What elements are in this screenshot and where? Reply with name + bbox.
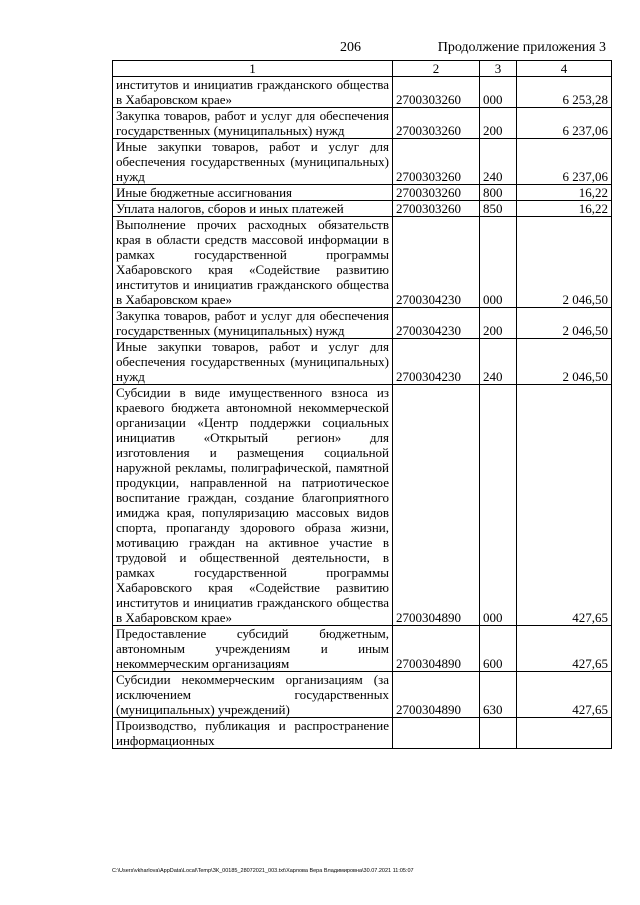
- row-amount: 427,65: [517, 385, 612, 626]
- row-amount: 6 253,28: [517, 77, 612, 108]
- row-target-code: 2700303260: [393, 139, 480, 185]
- row-expense-type: 630: [480, 672, 517, 718]
- row-amount: 2 046,50: [517, 217, 612, 308]
- row-target-code: 2700303260: [393, 108, 480, 139]
- row-target-code: 2700304890: [393, 626, 480, 672]
- row-description: Субсидии в виде имущественного взноса из краевого бюджета автономной некоммерческой организации «Центр поддержки социальных инициатив «Открытый регион» для изготовления и размещения социальной наружной рекламы, полиграфической, памятной продукции, направленной на патриотическое воспитание граждан, создание благоприятного имиджа края, популяризацию массовых видов спорта, пропаганду здорового образа жизни, мотивацию граждан на активное участие в трудовой и общественной деятельности, в рамках государственной программы Хабаровского края «Содействие развитию институтов и инициатив гражданского общества в Хабаровском крае»: [113, 385, 393, 626]
- row-amount: 427,65: [517, 672, 612, 718]
- table-row: [113, 77, 612, 108]
- row-description: Субсидии некоммерческим организациям (за исключением государственных (муниципальных) учреждений): [113, 672, 393, 718]
- row-description: Иные бюджетные ассигнования: [113, 185, 393, 201]
- table-row: [113, 308, 612, 339]
- column-header-3: 3: [480, 61, 517, 77]
- row-expense-type: 200: [480, 108, 517, 139]
- table-row: [113, 139, 612, 185]
- row-target-code: 2700304890: [393, 385, 480, 626]
- row-amount: 6 237,06: [517, 139, 612, 185]
- row-expense-type: 000: [480, 77, 517, 108]
- table-row: [113, 385, 612, 626]
- row-expense-type: 240: [480, 339, 517, 385]
- row-target-code: 2700304230: [393, 308, 480, 339]
- row-target-code: 2700303260: [393, 77, 480, 108]
- column-header-4: 4: [517, 61, 612, 77]
- table-row: [113, 217, 612, 308]
- table-row: [113, 185, 612, 201]
- table-row: [113, 108, 612, 139]
- row-amount: 16,22: [517, 201, 612, 217]
- continuation-label: Продолжение приложения 3: [437, 40, 606, 55]
- row-target-code: [393, 718, 480, 749]
- row-expense-type: 200: [480, 308, 517, 339]
- row-expense-type: [480, 718, 517, 749]
- row-target-code: 2700304890: [393, 672, 480, 718]
- row-expense-type: 000: [480, 385, 517, 626]
- row-description: Предоставление субсидий бюджетным, автономным учреждениям и иным некоммерческим организациям: [113, 626, 393, 672]
- row-description: Иные закупки товаров, работ и услуг для обеспечения государственных (муниципальных) нужд: [113, 139, 393, 185]
- row-description: Уплата налогов, сборов и иных платежей: [113, 201, 393, 217]
- row-expense-type: 600: [480, 626, 517, 672]
- row-amount: 16,22: [517, 185, 612, 201]
- table-row: [113, 626, 612, 672]
- row-expense-type: 000: [480, 217, 517, 308]
- row-target-code: 2700304230: [393, 217, 480, 308]
- row-description: Закупка товаров, работ и услуг для обеспечения государственных (муниципальных) нужд: [113, 108, 393, 139]
- table-header-row: [113, 61, 612, 77]
- page-number: 206: [340, 40, 361, 55]
- row-expense-type: 240: [480, 139, 517, 185]
- column-header-2: 2: [393, 61, 480, 77]
- budget-table: [112, 60, 612, 749]
- row-expense-type: 800: [480, 185, 517, 201]
- row-target-code: 2700304230: [393, 339, 480, 385]
- table-row: [113, 339, 612, 385]
- row-target-code: 2700303260: [393, 201, 480, 217]
- row-amount: [517, 718, 612, 749]
- row-description: Производство, публикация и распространение информационных: [113, 718, 393, 749]
- row-amount: 427,65: [517, 626, 612, 672]
- row-amount: 2 046,50: [517, 339, 612, 385]
- row-description: Закупка товаров, работ и услуг для обеспечения государственных (муниципальных) нужд: [113, 308, 393, 339]
- row-amount: 6 237,06: [517, 108, 612, 139]
- file-path-footer: C:\Users\vkharlova\AppData\Local\Temp\ЗК_00185_28072021_003.txt\Харлова Вера Владимировна\30.07.2021 11:05:07: [112, 868, 414, 874]
- row-description: Иные закупки товаров, работ и услуг для обеспечения государственных (муниципальных) нужд: [113, 339, 393, 385]
- row-description: институтов и инициатив гражданского общества в Хабаровском крае»: [113, 77, 393, 108]
- row-amount: 2 046,50: [517, 308, 612, 339]
- row-description: Выполнение прочих расходных обязательств края в области средств массовой информации в рамках государственной программы Хабаровского края «Содействие развитию институтов и инициатив гражданского общества в Хабаровском крае»: [113, 217, 393, 308]
- row-target-code: 2700303260: [393, 185, 480, 201]
- table-row: [113, 201, 612, 217]
- table-row: [113, 672, 612, 718]
- row-expense-type: 850: [480, 201, 517, 217]
- table-row: [113, 718, 612, 749]
- column-header-1: 1: [113, 61, 393, 77]
